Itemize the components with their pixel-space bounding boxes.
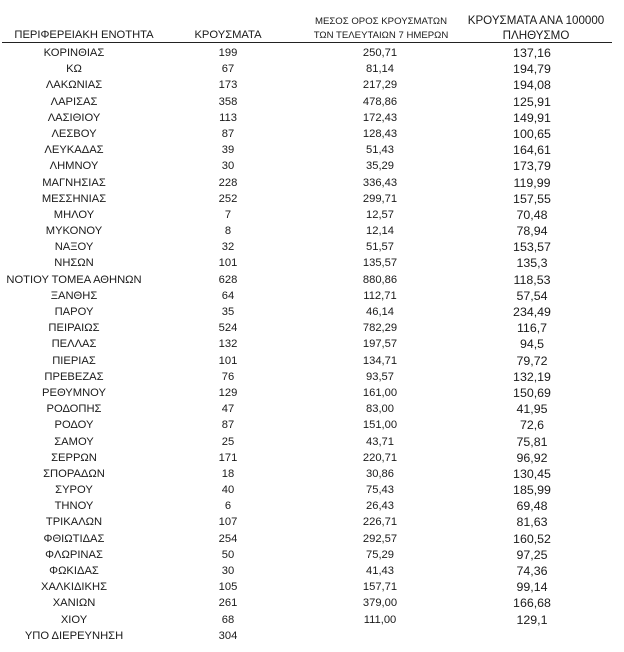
per100k-cell: 96,92 [516, 450, 548, 465]
region-cell: ΦΩΚΙΔΑΣ [49, 565, 99, 577]
cases-cell: 101 [218, 354, 238, 367]
avg7-cell: 134,71 [362, 354, 398, 367]
cases-cell: 32 [221, 241, 235, 254]
cases-cell: 113 [219, 111, 237, 124]
avg7-cell: 299,71 [362, 192, 398, 205]
avg7-cell: 112,71 [363, 289, 397, 302]
avg7-cell: 111,00 [363, 613, 397, 626]
table-row [0, 434, 624, 450]
avg7-cell: 51,43 [366, 144, 394, 157]
cases-cell: 25 [221, 435, 235, 448]
cases-cell: 261 [218, 597, 238, 610]
per100k-cell: 119,99 [513, 175, 551, 190]
avg7-cell: 157,71 [362, 581, 398, 594]
cases-cell: 304 [218, 629, 238, 642]
avg7-cell: 336,43 [362, 176, 398, 189]
table-row [0, 126, 624, 142]
table-row [0, 353, 624, 369]
header-divider [2, 42, 612, 43]
table-row [0, 304, 624, 320]
per100k-cell: 125,91 [513, 94, 551, 109]
avg7-cell: 151,00 [362, 419, 398, 432]
table-row [0, 239, 624, 255]
per100k-cell: 99,14 [516, 580, 548, 595]
per100k-cell: 130,45 [513, 466, 551, 481]
per100k-cell: 100,65 [513, 126, 551, 141]
region-cell: ΡΟΔΟΠΗΣ [46, 403, 102, 416]
region-cell: ΠΕΙΡΑΙΩΣ [48, 322, 100, 335]
region-cell: ΣΑΜΟΥ [54, 435, 94, 448]
per100k-cell: 234,49 [513, 305, 551, 319]
per100k-cell: 129,1 [516, 612, 548, 627]
avg7-cell: 250,71 [362, 47, 398, 59]
header-per100k-line2: ΠΛΗΘΥΣΜΟ [502, 29, 570, 42]
region-cell: ΛΗΜΝΟΥ [49, 160, 99, 173]
table-row [0, 272, 624, 288]
table-row [0, 94, 624, 110]
header-avg7 [300, 15, 462, 43]
avg7-cell: 172,43 [362, 111, 398, 124]
region-cell: ΤΗΝΟΥ [54, 500, 94, 513]
per100k-cell: 79,72 [516, 353, 548, 368]
per100k-cell: 150,69 [513, 385, 551, 400]
avg7-cell: 135,57 [362, 257, 398, 270]
per100k-cell: 116,7 [516, 321, 548, 336]
cases-cell: 50 [221, 548, 235, 561]
cases-cell: 173 [218, 79, 238, 92]
cases-cell: 107 [218, 516, 238, 529]
per100k-cell: 118,53 [513, 272, 551, 287]
cases-cell: 101 [218, 257, 238, 270]
cases-cell: 67 [221, 63, 235, 76]
region-cell: ΧΙΟΥ [60, 613, 88, 626]
avg7-cell: 782,29 [362, 322, 398, 335]
region-cell: ΦΛΩΡΙΝΑΣ [45, 548, 103, 561]
region-cell: ΜΑΓΝΗΣΙΑΣ [42, 176, 106, 189]
avg7-cell: 41,43 [366, 565, 394, 577]
cases-cell: 8 [224, 225, 232, 238]
cases-cell: 18 [221, 467, 235, 480]
avg7-cell: 83,00 [366, 403, 394, 416]
table-row [0, 110, 624, 126]
cases-cell: 87 [221, 419, 235, 432]
region-cell: ΧΑΝΙΩΝ [52, 597, 96, 610]
avg7-cell: 220,71 [362, 451, 398, 464]
table-body [0, 45, 624, 644]
region-cell: ΡΕΘΥΜΝΟΥ [42, 386, 106, 399]
table-row [0, 417, 624, 433]
table-row [0, 612, 624, 628]
avg7-cell: 217,29 [362, 79, 398, 92]
table-row [0, 385, 624, 401]
table-row [0, 158, 624, 174]
region-cell: ΛΕΥΚΑΔΑΣ [44, 144, 104, 157]
region-cell: ΚΩ [66, 63, 82, 76]
cases-cell: 39 [221, 144, 235, 157]
region-cell: ΜΗΛΟΥ [53, 208, 95, 221]
region-cell: ΝΑΞΟΥ [54, 241, 94, 254]
table-row [0, 482, 624, 498]
cases-cell: 105 [218, 581, 238, 594]
table-row [0, 320, 624, 336]
table-row [0, 255, 624, 271]
header-per100k-line1: ΚΡΟΥΣΜΑΤΑ ΑΝΑ 100000 [467, 14, 605, 27]
per100k-cell: 173,79 [513, 159, 551, 174]
region-cell: ΛΑΣΙΘΙΟΥ [47, 111, 101, 124]
region-cell: ΥΠΟ ΔΙΕΡΕΥΝΗΣΗ [24, 629, 124, 642]
per100k-cell: 72,6 [519, 418, 545, 433]
region-cell: ΝΟΤΙΟΥ ΤΟΜΕΑ ΑΘΗΝΩΝ [6, 273, 142, 286]
cases-cell: 87 [221, 127, 235, 140]
header-avg7-line1: ΜΕΣΟΣ ΟΡΟΣ ΚΡΟΥΣΜΑΤΩΝ [314, 16, 448, 27]
table-row [0, 547, 624, 563]
cases-cell: 35 [221, 306, 235, 318]
cases-cell: 252 [218, 192, 238, 205]
per100k-cell: 78,94 [516, 224, 548, 239]
per100k-cell: 135,3 [516, 256, 548, 271]
region-cell: ΣΥΡΟΥ [55, 484, 93, 497]
per100k-cell: 94,5 [519, 337, 545, 352]
region-cell: ΝΗΣΩΝ [54, 257, 94, 270]
avg7-cell: 35,29 [366, 160, 394, 173]
region-cell: ΣΠΟΡΑΔΩΝ [43, 467, 105, 480]
region-cell: ΤΡΙΚΑΛΩΝ [45, 516, 103, 529]
table-row [0, 531, 624, 547]
cases-cell: 199 [218, 47, 238, 59]
avg7-cell: 30,86 [366, 467, 394, 480]
per100k-cell: 137,16 [513, 46, 551, 60]
region-cell: ΚΟΡΙΝΘΙΑΣ [43, 47, 105, 59]
per100k-cell: 81,63 [516, 515, 548, 530]
region-cell: ΠΡΕΒΕΖΑΣ [44, 370, 104, 383]
region-cell: ΠΙΕΡΙΑΣ [52, 354, 96, 367]
table-row [0, 628, 624, 644]
avg7-cell: 51,57 [366, 241, 394, 254]
cases-cell: 358 [218, 95, 238, 108]
table-row [0, 142, 624, 158]
cases-cell: 30 [221, 160, 235, 173]
header-per100k [456, 13, 616, 43]
table-row [0, 401, 624, 417]
cases-cell: 129 [218, 386, 238, 399]
avg7-cell: 12,57 [366, 208, 394, 221]
cases-cell: 64 [221, 289, 235, 302]
cases-cell: 228 [218, 176, 238, 189]
table-row [0, 498, 624, 514]
cases-cell: 6 [224, 500, 232, 513]
per100k-cell: 75,81 [516, 434, 548, 449]
table-row [0, 450, 624, 466]
per100k-cell: 149,91 [513, 110, 551, 125]
avg7-cell: 880,86 [362, 273, 398, 286]
avg7-cell: 478,86 [362, 95, 398, 108]
table-row [0, 207, 624, 223]
table-row [0, 369, 624, 385]
table-row [0, 514, 624, 530]
avg7-cell: 197,57 [362, 338, 398, 351]
table-row [0, 45, 624, 61]
avg7-cell: 292,57 [362, 532, 398, 545]
table-row [0, 579, 624, 595]
per100k-cell: 132,19 [513, 369, 551, 384]
table-row [0, 563, 624, 579]
cases-cell: 524 [218, 322, 238, 335]
table-row [0, 61, 624, 77]
region-cell: ΧΑΛΚΙΔΙΚΗΣ [40, 581, 107, 594]
cases-cell: 68 [221, 613, 235, 626]
table-row [0, 288, 624, 304]
avg7-cell: 26,43 [366, 500, 394, 513]
per100k-cell: 160,52 [513, 531, 551, 546]
region-cell: ΠΑΡΟΥ [54, 306, 94, 318]
cases-cell: 171 [218, 451, 238, 464]
region-cell: ΠΕΛΛΑΣ [51, 338, 97, 351]
avg7-cell: 161,00 [362, 386, 398, 399]
per100k-cell: 166,68 [513, 596, 551, 611]
per100k-cell: 185,99 [513, 483, 551, 498]
table-row [0, 595, 624, 611]
avg7-cell: 81,14 [366, 63, 394, 76]
avg7-cell: 12,14 [366, 225, 394, 238]
per100k-cell: 74,36 [516, 564, 548, 578]
avg7-cell: 43,71 [366, 435, 394, 448]
per100k-cell: 164,61 [513, 143, 551, 158]
region-cell: ΦΘΙΩΤΙΔΑΣ [43, 532, 105, 545]
table-row [0, 336, 624, 352]
region-cell: ΛΕΣΒΟΥ [51, 127, 97, 140]
avg7-cell: 93,57 [366, 370, 394, 383]
per100k-cell: 57,54 [516, 288, 548, 303]
region-cell: ΛΑΡΙΣΑΣ [50, 95, 98, 108]
table-row [0, 175, 624, 191]
per100k-cell: 70,48 [516, 207, 548, 222]
per100k-cell: 97,25 [516, 547, 548, 562]
cases-cell: 254 [218, 532, 238, 545]
table-row [0, 191, 624, 207]
region-cell: ΜΕΣΣΗΝΙΑΣ [41, 192, 107, 205]
cases-cell: 30 [221, 565, 235, 577]
region-cell: ΡΟΔΟΥ [54, 419, 94, 432]
cases-cell: 76 [221, 370, 235, 383]
per100k-cell: 157,55 [513, 191, 551, 206]
avg7-cell: 75,43 [366, 484, 394, 497]
header-region: ΠΕΡΙΦΕΡΕΙΑΚΗ ΕΝΟΤΗΤΑ [14, 29, 154, 41]
per100k-cell: 194,79 [513, 62, 551, 77]
table-row [0, 223, 624, 239]
cases-cell: 47 [221, 403, 235, 416]
per100k-cell: 69,48 [516, 499, 548, 514]
cases-cell: 7 [224, 208, 232, 221]
avg7-cell: 46,14 [366, 306, 394, 318]
avg7-cell: 226,71 [362, 516, 398, 529]
cases-cell: 132 [218, 338, 238, 351]
per100k-cell: 41,95 [516, 402, 548, 417]
per100k-cell: 194,08 [513, 78, 551, 93]
avg7-cell: 75,29 [366, 548, 394, 561]
header-cases: ΚΡΟΥΣΜΑΤΑ [194, 29, 262, 41]
region-cell: ΛΑΚΩΝΙΑΣ [45, 79, 103, 92]
header-avg7-line2: ΤΩΝ ΤΕΛΕΥΤΑΙΩΝ 7 ΗΜΕΡΩΝ [313, 30, 449, 41]
region-cell: ΣΕΡΡΩΝ [51, 451, 97, 464]
table-row [0, 77, 624, 93]
region-cell: ΞΑΝΘΗΣ [50, 289, 98, 302]
cases-cell: 40 [221, 484, 235, 497]
table-row [0, 466, 624, 482]
cases-cell: 628 [218, 273, 238, 286]
per100k-cell: 153,57 [513, 240, 551, 255]
region-cell: ΜΥΚΟΝΟΥ [45, 225, 103, 238]
avg7-cell: 379,00 [362, 597, 398, 610]
avg7-cell: 128,43 [362, 127, 398, 140]
